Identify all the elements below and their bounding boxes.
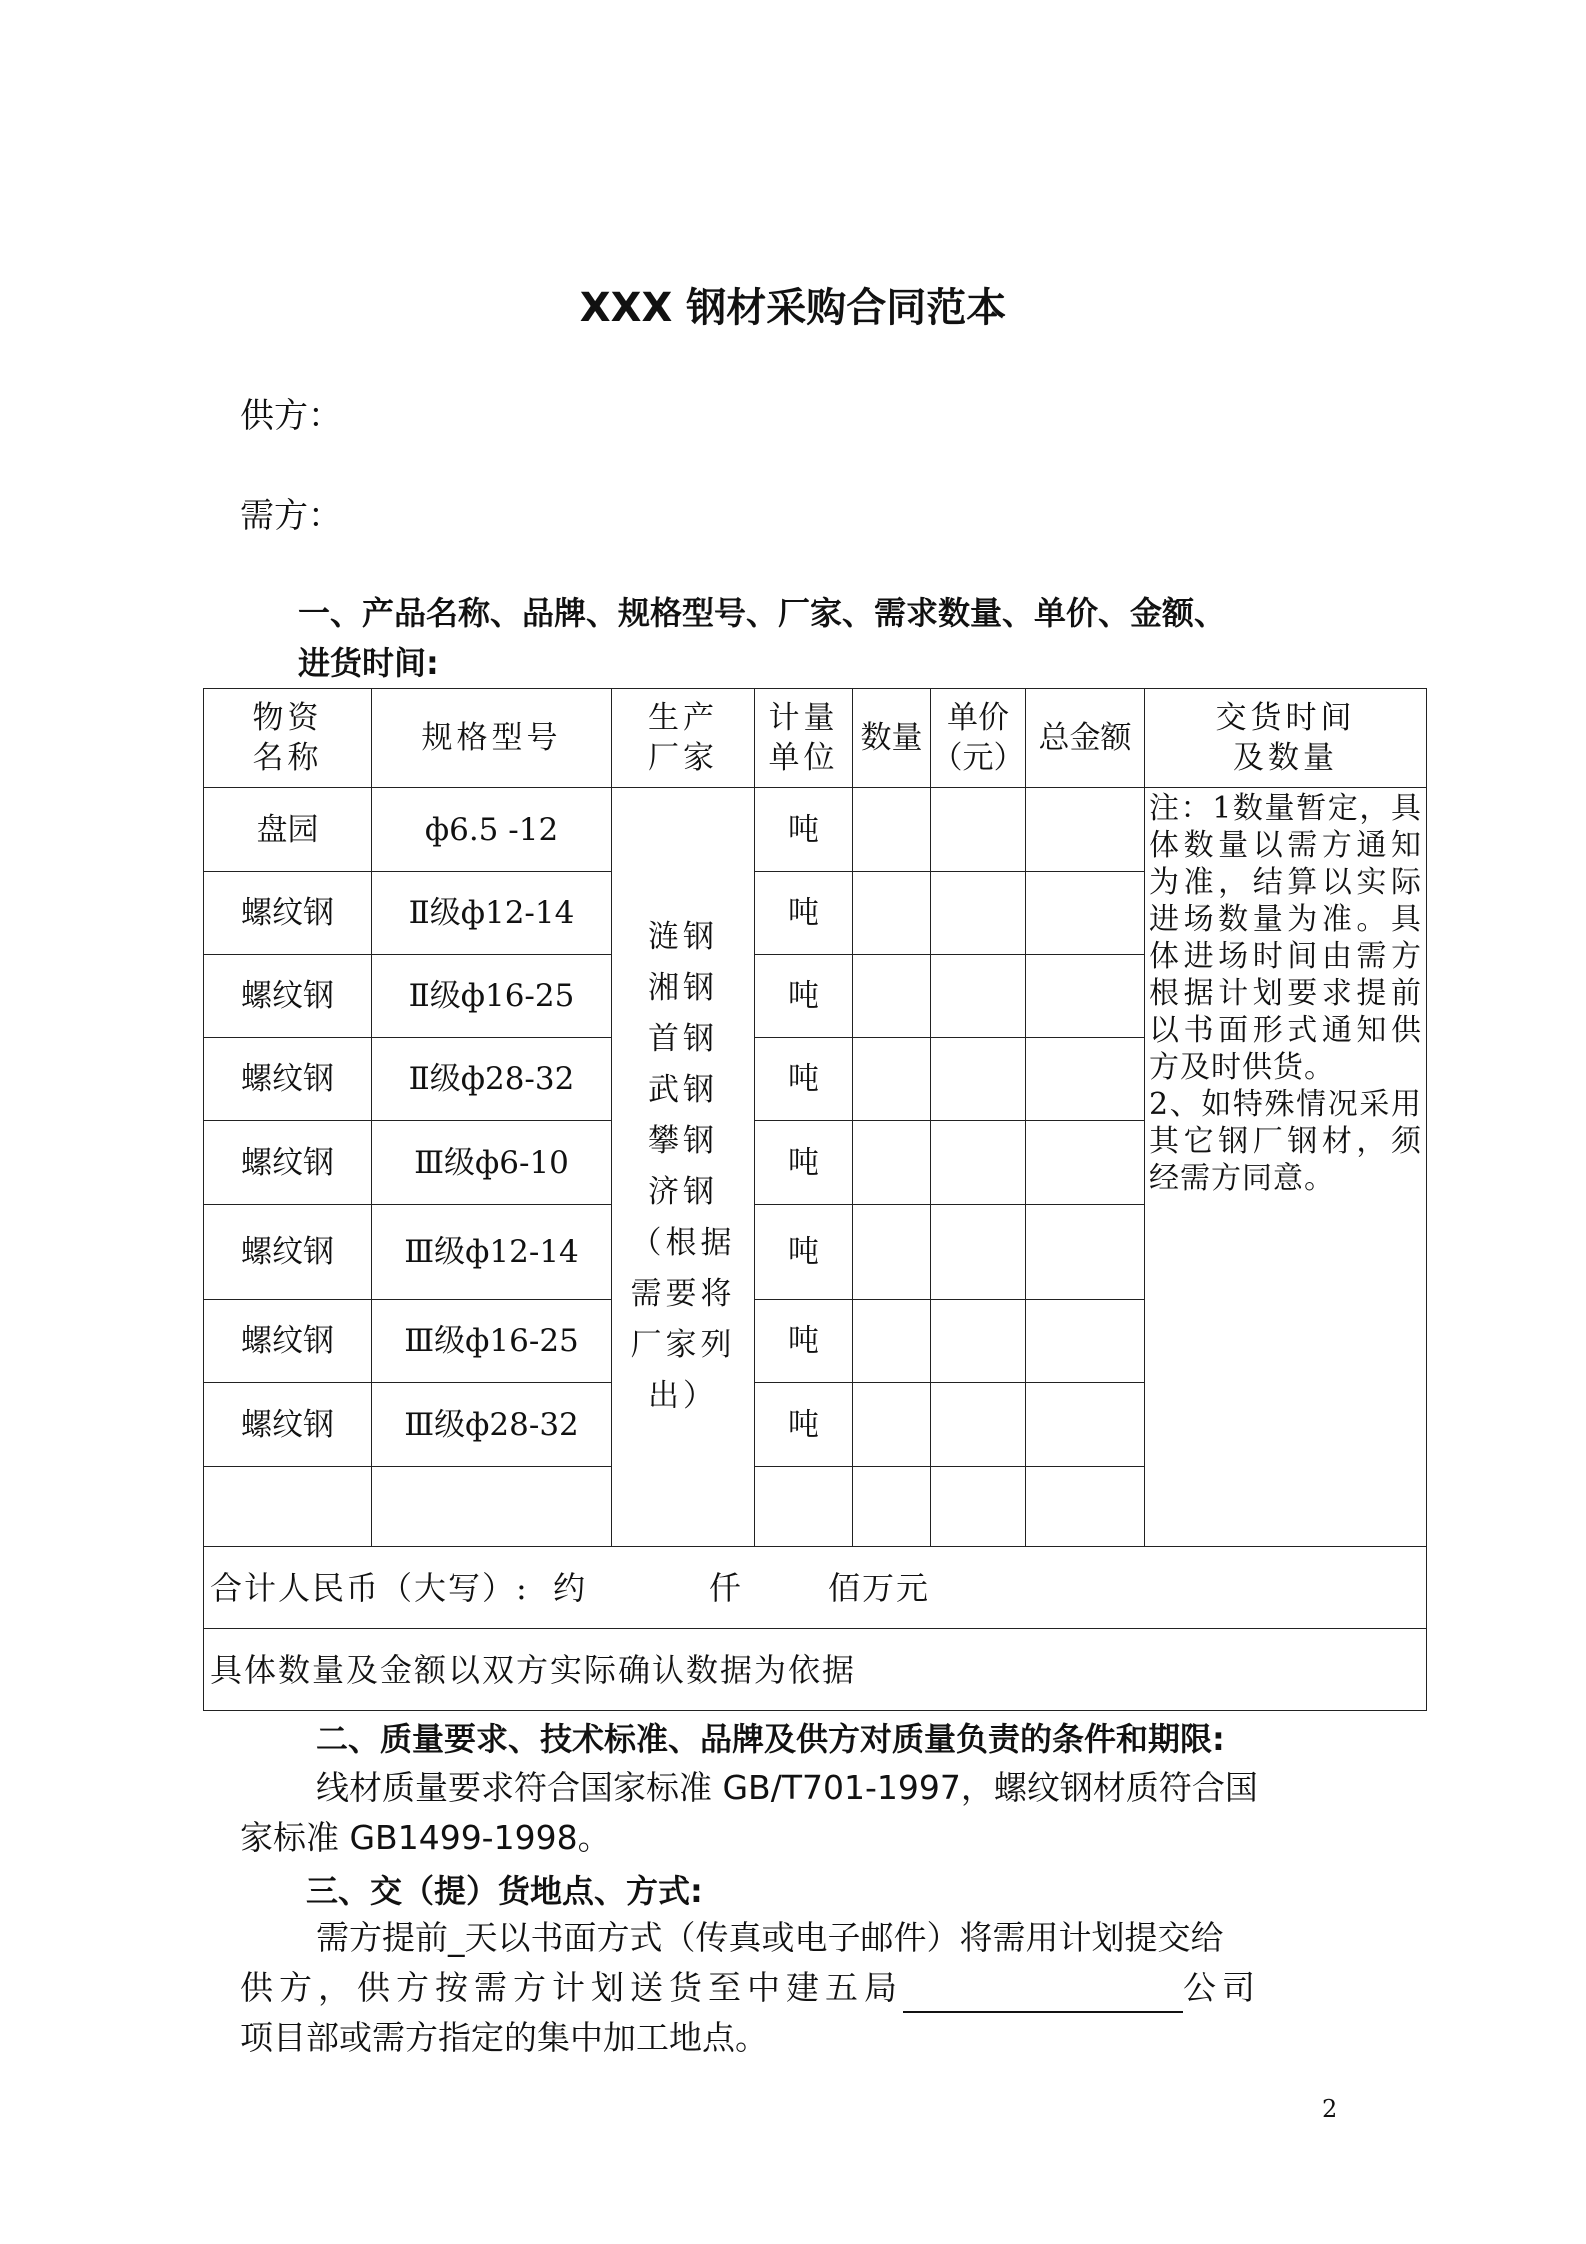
material-spec: Ⅲ级ф12-14 bbox=[372, 1205, 612, 1300]
unit-price-cell bbox=[931, 788, 1026, 872]
section2-text-line1: 线材质量要求符合国家标准 GB/T701-1997，螺纹钢材质符合国 bbox=[316, 1768, 1258, 1807]
amount-cell bbox=[1026, 788, 1145, 872]
material-spec: Ⅲ级ф16-25 bbox=[372, 1300, 612, 1383]
amount-cell bbox=[1026, 1205, 1145, 1300]
quantity-cell bbox=[853, 955, 931, 1038]
quantity-cell bbox=[853, 872, 931, 955]
section2-text-line2: 家标准 GB1499-1998。 bbox=[240, 1818, 611, 1857]
unit-price-cell bbox=[931, 1038, 1026, 1121]
header-cell: 计量 单位 bbox=[755, 689, 853, 788]
quantity-cell bbox=[853, 1300, 931, 1383]
product-table bbox=[203, 688, 1427, 1711]
material-spec: ф6.5 -12 bbox=[372, 788, 612, 872]
material-name bbox=[204, 1467, 372, 1547]
unit-price-cell bbox=[931, 1205, 1026, 1300]
document-title: XXX 钢材采购合同范本 bbox=[579, 285, 1007, 331]
unit-price-cell bbox=[931, 1383, 1026, 1467]
amount-cell bbox=[1026, 872, 1145, 955]
header-cell: 规格型号 bbox=[372, 689, 612, 788]
material-name: 螺纹钢 bbox=[204, 1205, 372, 1300]
buyer-label: 需方： bbox=[240, 496, 342, 536]
amount-cell bbox=[1026, 1383, 1145, 1467]
material-spec: Ⅲ级ф6-10 bbox=[372, 1121, 612, 1205]
unit-price-cell bbox=[931, 872, 1026, 955]
unit-price-cell bbox=[931, 1467, 1026, 1547]
amount-cell bbox=[1026, 1467, 1145, 1547]
total-row bbox=[204, 1547, 1427, 1629]
material-name: 螺纹钢 bbox=[204, 1121, 372, 1205]
quantity-cell bbox=[853, 788, 931, 872]
unit: 吨 bbox=[755, 1121, 853, 1205]
material-spec bbox=[372, 1467, 612, 1547]
amount-cell bbox=[1026, 1121, 1145, 1205]
unit-price-cell bbox=[931, 955, 1026, 1038]
quantity-cell bbox=[853, 1467, 931, 1547]
header-cell: 总金额 bbox=[1026, 689, 1145, 788]
material-name: 螺纹钢 bbox=[204, 1038, 372, 1121]
page-number: 2 bbox=[1322, 2095, 1338, 2123]
section3-text-line2b: 公司 bbox=[1183, 1968, 1261, 2007]
section3-text-line1: 需方提前_天以书面方式（传真或电子邮件）将需用计划提交给 bbox=[316, 1918, 1224, 1957]
header-cell: 生产 厂家 bbox=[612, 689, 755, 788]
total-rmb-label: 合计人民币（大写）: 约 仟 佰万元 bbox=[204, 1547, 1427, 1629]
table-row bbox=[204, 788, 1427, 872]
unit: 吨 bbox=[755, 1205, 853, 1300]
basis-note: 具体数量及金额以双方实际确认数据为依据 bbox=[204, 1629, 1427, 1711]
section3-text-line2a: 供方，供方按需方计划送货至中建五局 bbox=[240, 1968, 903, 2007]
material-name: 螺纹钢 bbox=[204, 1383, 372, 1467]
quantity-cell bbox=[853, 1121, 931, 1205]
section1-heading: 一、产品名称、品牌、规格型号、厂家、需求数量、单价、金额、 bbox=[298, 594, 1227, 632]
unit: 吨 bbox=[755, 1038, 853, 1121]
material-spec: Ⅱ级ф16-25 bbox=[372, 955, 612, 1038]
unit bbox=[755, 1467, 853, 1547]
material-spec: Ⅲ级ф28-32 bbox=[372, 1383, 612, 1467]
unit: 吨 bbox=[755, 955, 853, 1038]
material-spec: Ⅱ级ф12-14 bbox=[372, 872, 612, 955]
unit: 吨 bbox=[755, 872, 853, 955]
unit: 吨 bbox=[755, 1383, 853, 1467]
header-cell: 物资 名称 bbox=[204, 689, 372, 788]
material-name: 盘园 bbox=[204, 788, 372, 872]
basis-row bbox=[204, 1629, 1427, 1711]
section3-text-line3: 项目部或需方指定的集中加工地点。 bbox=[240, 2018, 768, 2057]
amount-cell bbox=[1026, 955, 1145, 1038]
quantity-cell bbox=[853, 1205, 931, 1300]
section2-heading: 二、质量要求、技术标准、品牌及供方对质量负责的条件和期限: bbox=[316, 1720, 1225, 1758]
unit-price-cell bbox=[931, 1300, 1026, 1383]
unit: 吨 bbox=[755, 1300, 853, 1383]
section3-text-line2 bbox=[240, 1963, 1354, 2013]
unit-price-cell bbox=[931, 1121, 1026, 1205]
header-cell: 数量 bbox=[853, 689, 931, 788]
material-name: 螺纹钢 bbox=[204, 955, 372, 1038]
quantity-cell bbox=[853, 1383, 931, 1467]
company-blank bbox=[903, 1977, 1183, 2013]
amount-cell bbox=[1026, 1038, 1145, 1121]
delivery-note: 注：1数量暂定，具体数量以需方通知为准，结算以实际进场数量为准。具体进场时间由需方根据计划要求提前以书面形式通知供方及时供货。 2、如特殊情况采用其它钢厂钢材，须经需方同意。 bbox=[1145, 788, 1427, 1547]
table-header-row bbox=[204, 689, 1427, 788]
supplier-label: 供方： bbox=[240, 396, 342, 436]
material-spec: Ⅱ级ф28-32 bbox=[372, 1038, 612, 1121]
material-name: 螺纹钢 bbox=[204, 1300, 372, 1383]
section1-heading-cont: 进货时间: bbox=[298, 644, 439, 682]
material-name: 螺纹钢 bbox=[204, 872, 372, 955]
quantity-cell bbox=[853, 1038, 931, 1121]
unit: 吨 bbox=[755, 788, 853, 872]
factory-list: 涟钢 湘钢 首钢 武钢 攀钢 济钢 （根据 需要将 厂家列 出） bbox=[612, 788, 755, 1547]
header-cell: 交货时间 及数量 bbox=[1145, 689, 1427, 788]
amount-cell bbox=[1026, 1300, 1145, 1383]
header-cell: 单价 （元） bbox=[931, 689, 1026, 788]
section3-heading: 三、交（提）货地点、方式: bbox=[306, 1872, 703, 1910]
